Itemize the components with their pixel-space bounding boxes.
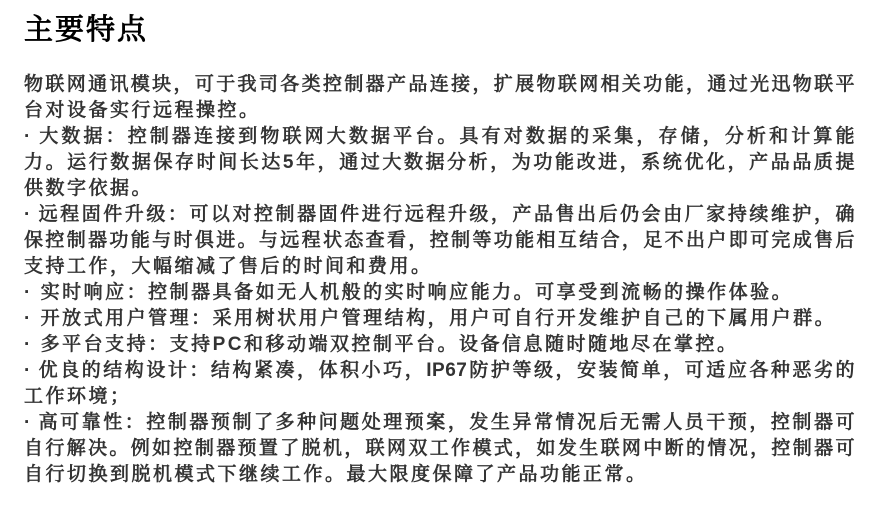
paragraph-multi-platform-support <box>24 332 855 358</box>
text-line: 台对设备实行远程操控。 <box>24 100 261 121</box>
page-title: 主要特点 <box>24 14 149 46</box>
text-line: 供数字依据。 <box>24 178 154 199</box>
text-line: · 多平台支持：支持PC和移动端双控制平台。设备信息随时随地尽在掌控。 <box>24 334 739 355</box>
text-line: 物联网通讯模块，可于我司各类控制器产品连接，扩展物联网相关功能，通过光迅物联平 <box>24 74 855 95</box>
paragraph-open-user-management <box>24 306 855 332</box>
text-line: 工作环境； <box>24 386 132 407</box>
paragraph-realtime-response <box>24 280 855 306</box>
text-line: 支持工作，大幅缩减了售后的时间和费用。 <box>24 256 433 277</box>
paragraph-big-data <box>24 124 855 202</box>
feature-paragraphs <box>24 72 855 488</box>
text-line: · 远程固件升级：可以对控制器固件进行远程升级，产品售出后仍会由厂家持续维护，确 <box>24 204 855 225</box>
text-line: 自行解决。例如控制器预置了脱机，联网双工作模式，如发生联网中断的情况，控制器可 <box>24 438 855 459</box>
text-line: 保控制器功能与时俱进。与远程状态查看，控制等功能相互结合，足不出户即可完成售后 <box>24 230 855 251</box>
paragraph-structure-design <box>24 358 855 410</box>
text-line: 自行切换到脱机模式下继续工作。最大限度保障了产品功能正常。 <box>24 464 648 485</box>
text-line: · 高可靠性：控制器预制了多种问题处理预案，发生异常情况后无需人员干预，控制器可 <box>24 412 855 433</box>
text-line: 力。运行数据保存时间长达5年，通过大数据分析，为功能改进，系统优化，产品品质提 <box>24 152 855 173</box>
paragraph-high-reliability <box>24 410 855 488</box>
text-line: · 大数据：控制器连接到物联网大数据平台。具有对数据的采集，存储，分析和计算能 <box>24 126 855 147</box>
paragraph-remote-firmware-upgrade <box>24 202 855 280</box>
text-line: · 优良的结构设计：结构紧凑，体积小巧，IP67防护等级，安装简单，可适应各种恶劣的 <box>24 360 855 381</box>
paragraph-intro <box>24 72 855 124</box>
text-line: · 开放式用户管理：采用树状用户管理结构，用户可自行开发维护自己的下属用户群。 <box>24 308 837 329</box>
text-line: · 实时响应：控制器具备如无人机般的实时响应能力。可享受到流畅的操作体验。 <box>24 282 794 303</box>
